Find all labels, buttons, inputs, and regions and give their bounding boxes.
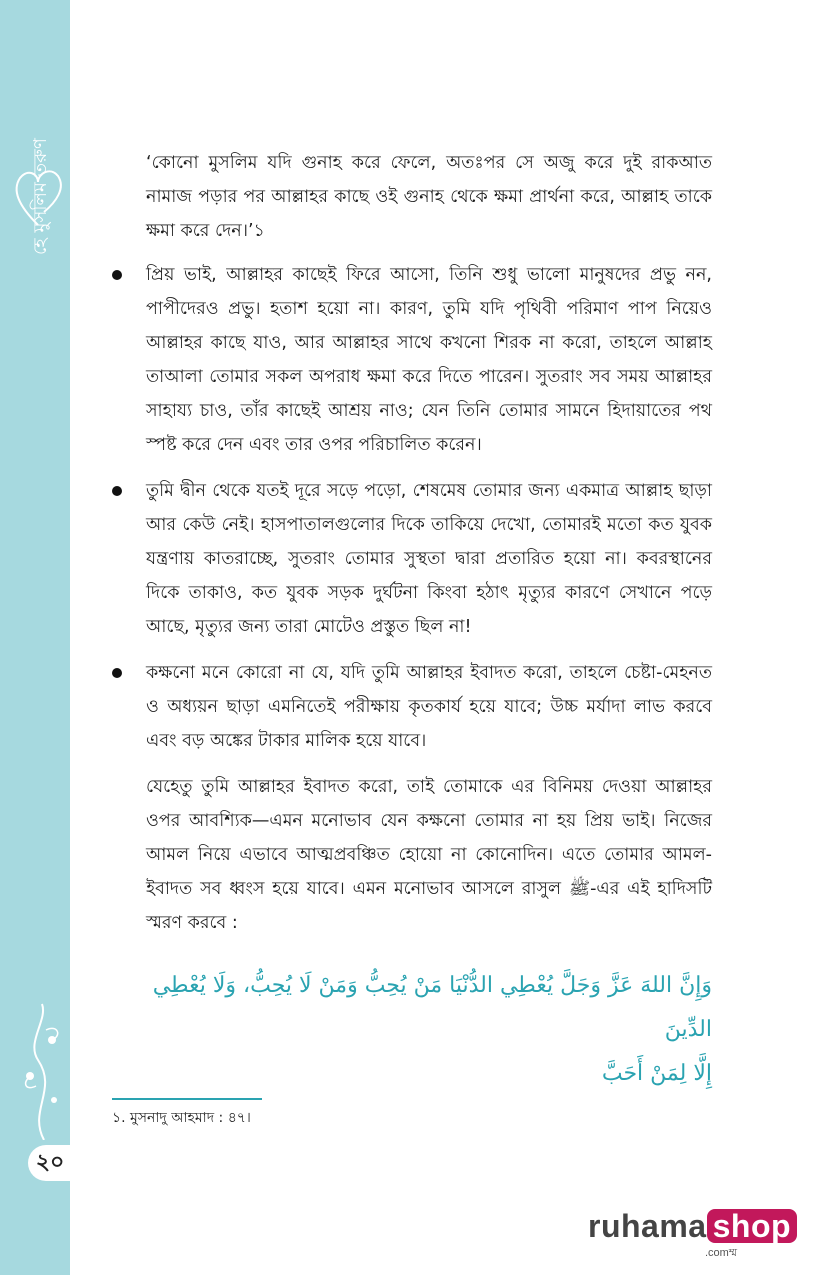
floral-ornament-icon <box>18 1000 70 1140</box>
book-title: হে মুসলিম তরুণ <box>30 138 51 255</box>
bullet-icon <box>112 668 122 678</box>
footnote-divider <box>112 1098 262 1100</box>
publisher-logo <box>588 1208 797 1248</box>
list-item <box>112 258 712 462</box>
logo-text-shop: shop <box>707 1209 797 1243</box>
sidebar <box>0 0 70 1275</box>
arabic-line-1: وَإِنَّ اللهَ عَزَّ وَجَلَّ يُعْطِي الدُّنْيَا مَنْ يُحِبُّ وَمَنْ لَا يُحِبُّ، وَلَا يُعْطِي الدِّينَ <box>152 973 712 1042</box>
list-item-text: তুমি দ্বীন থেকে যতই দূরে সড়ে পড়ো, শেষমেষ তোমার জন্য একমাত্র আল্লাহ ছাড়া আর কেউ নেই। হাসপাতালগুলোর দিকে তাকিয়ে দেখো, তোমারই মতো কত যুবক যন্ত্রণায় কাতরাচ্ছে, সুতরাং তোমার সুস্থতা দ্বারা প্রতারিত হয়ো না। কবরস্থানের দিকে তাকাও, কত যুবক সড়ক দুর্ঘটনা কিংবা হঠাৎ মৃত্যুর কারণে সেখানে পড়ে আছে, মৃত্যুর জন্য তারা মোটেও প্রস্তুত ছিল না! <box>146 481 712 637</box>
arabic-hadith <box>146 964 712 1096</box>
list-item <box>112 474 712 644</box>
main-content <box>112 146 712 1096</box>
bullet-icon <box>112 486 122 496</box>
logo-text-com: .comম্ম <box>705 1247 738 1259</box>
arabic-line-2: إِلَّا لِمَنْ أَحَبَّ <box>601 1061 712 1086</box>
list-item <box>112 656 712 758</box>
hadith-quote: ‘কোনো মুসলিম যদি গুনাহ করে ফেলে, অতঃপর সে অজু করে দুই রাকআত নামাজ পড়ার পর আল্লাহর কাছে ওই গুনাহ থেকে ক্ষমা প্রার্থনা করে, আল্লাহ তাকে ক্ষমা করে দেন।’১ <box>146 153 712 241</box>
page-number: ২০ <box>28 1145 72 1181</box>
footnote: ১. মুসনাদু আহমাদ : ৪৭। <box>112 1110 251 1126</box>
list-item-text: কক্ষনো মনে কোরো না যে, যদি তুমি আল্লাহর ইবাদত করো, তাহলে চেষ্টা-মেহনত ও অধ্যয়ন ছাড়া এমনিতেই পরীক্ষায় কৃতকার্য হয়ে যাবে; উচ্চ মর্যাদা লাভ করবে এবং বড় অঙ্কের টাকার মালিক হয়ে যাবে। <box>146 663 712 751</box>
list-item-text: প্রিয় ভাই, আল্লাহর কাছেই ফিরে আসো, তিনি শুধু ভালো মানুষদের প্রভু নন, পাপীদেরও প্রভু। হতাশ হয়ো না। কারণ, তুমি যদি পৃথিবী পরিমাণ পাপ নিয়েও আল্লাহর কাছে যাও, আর আল্লাহর সাথে কখনো শিরক না করো, তাহলে আল্লাহ তাআলা তোমার সকল অপরাধ ক্ষমা করে দিতে পারেন। সুতরাং সব সময় আল্লাহর সাহায্য চাও, তাঁর কাছেই আশ্রয় নাও; যেন তিনি তোমার সামনে হিদায়াতের পথ স্পষ্ট করে দেন এবং তার ওপর পরিচালিত করেন। <box>146 265 712 455</box>
logo-text-main: ruhama <box>588 1208 707 1244</box>
bullet-icon <box>112 270 122 280</box>
closing-paragraph: যেহেতু তুমি আল্লাহর ইবাদত করো, তাই তোমাকে এর বিনিময় দেওয়া আল্লাহর ওপর আবশ্যিক—এমন মনোভাব যেন কক্ষনো তোমার না হয় প্রিয় ভাই। নিজের আমল নিয়ে এভাবে আত্মপ্রবঞ্চিত হোয়ো না কোনোদিন। এতে তোমার আমল-ইবাদত সব ধ্বংস হয়ে যাবে। এমন মনোভাব আসলে রাসুল ﷺ-এর এই হাদিসটি স্মরণ করবে : <box>146 777 712 933</box>
